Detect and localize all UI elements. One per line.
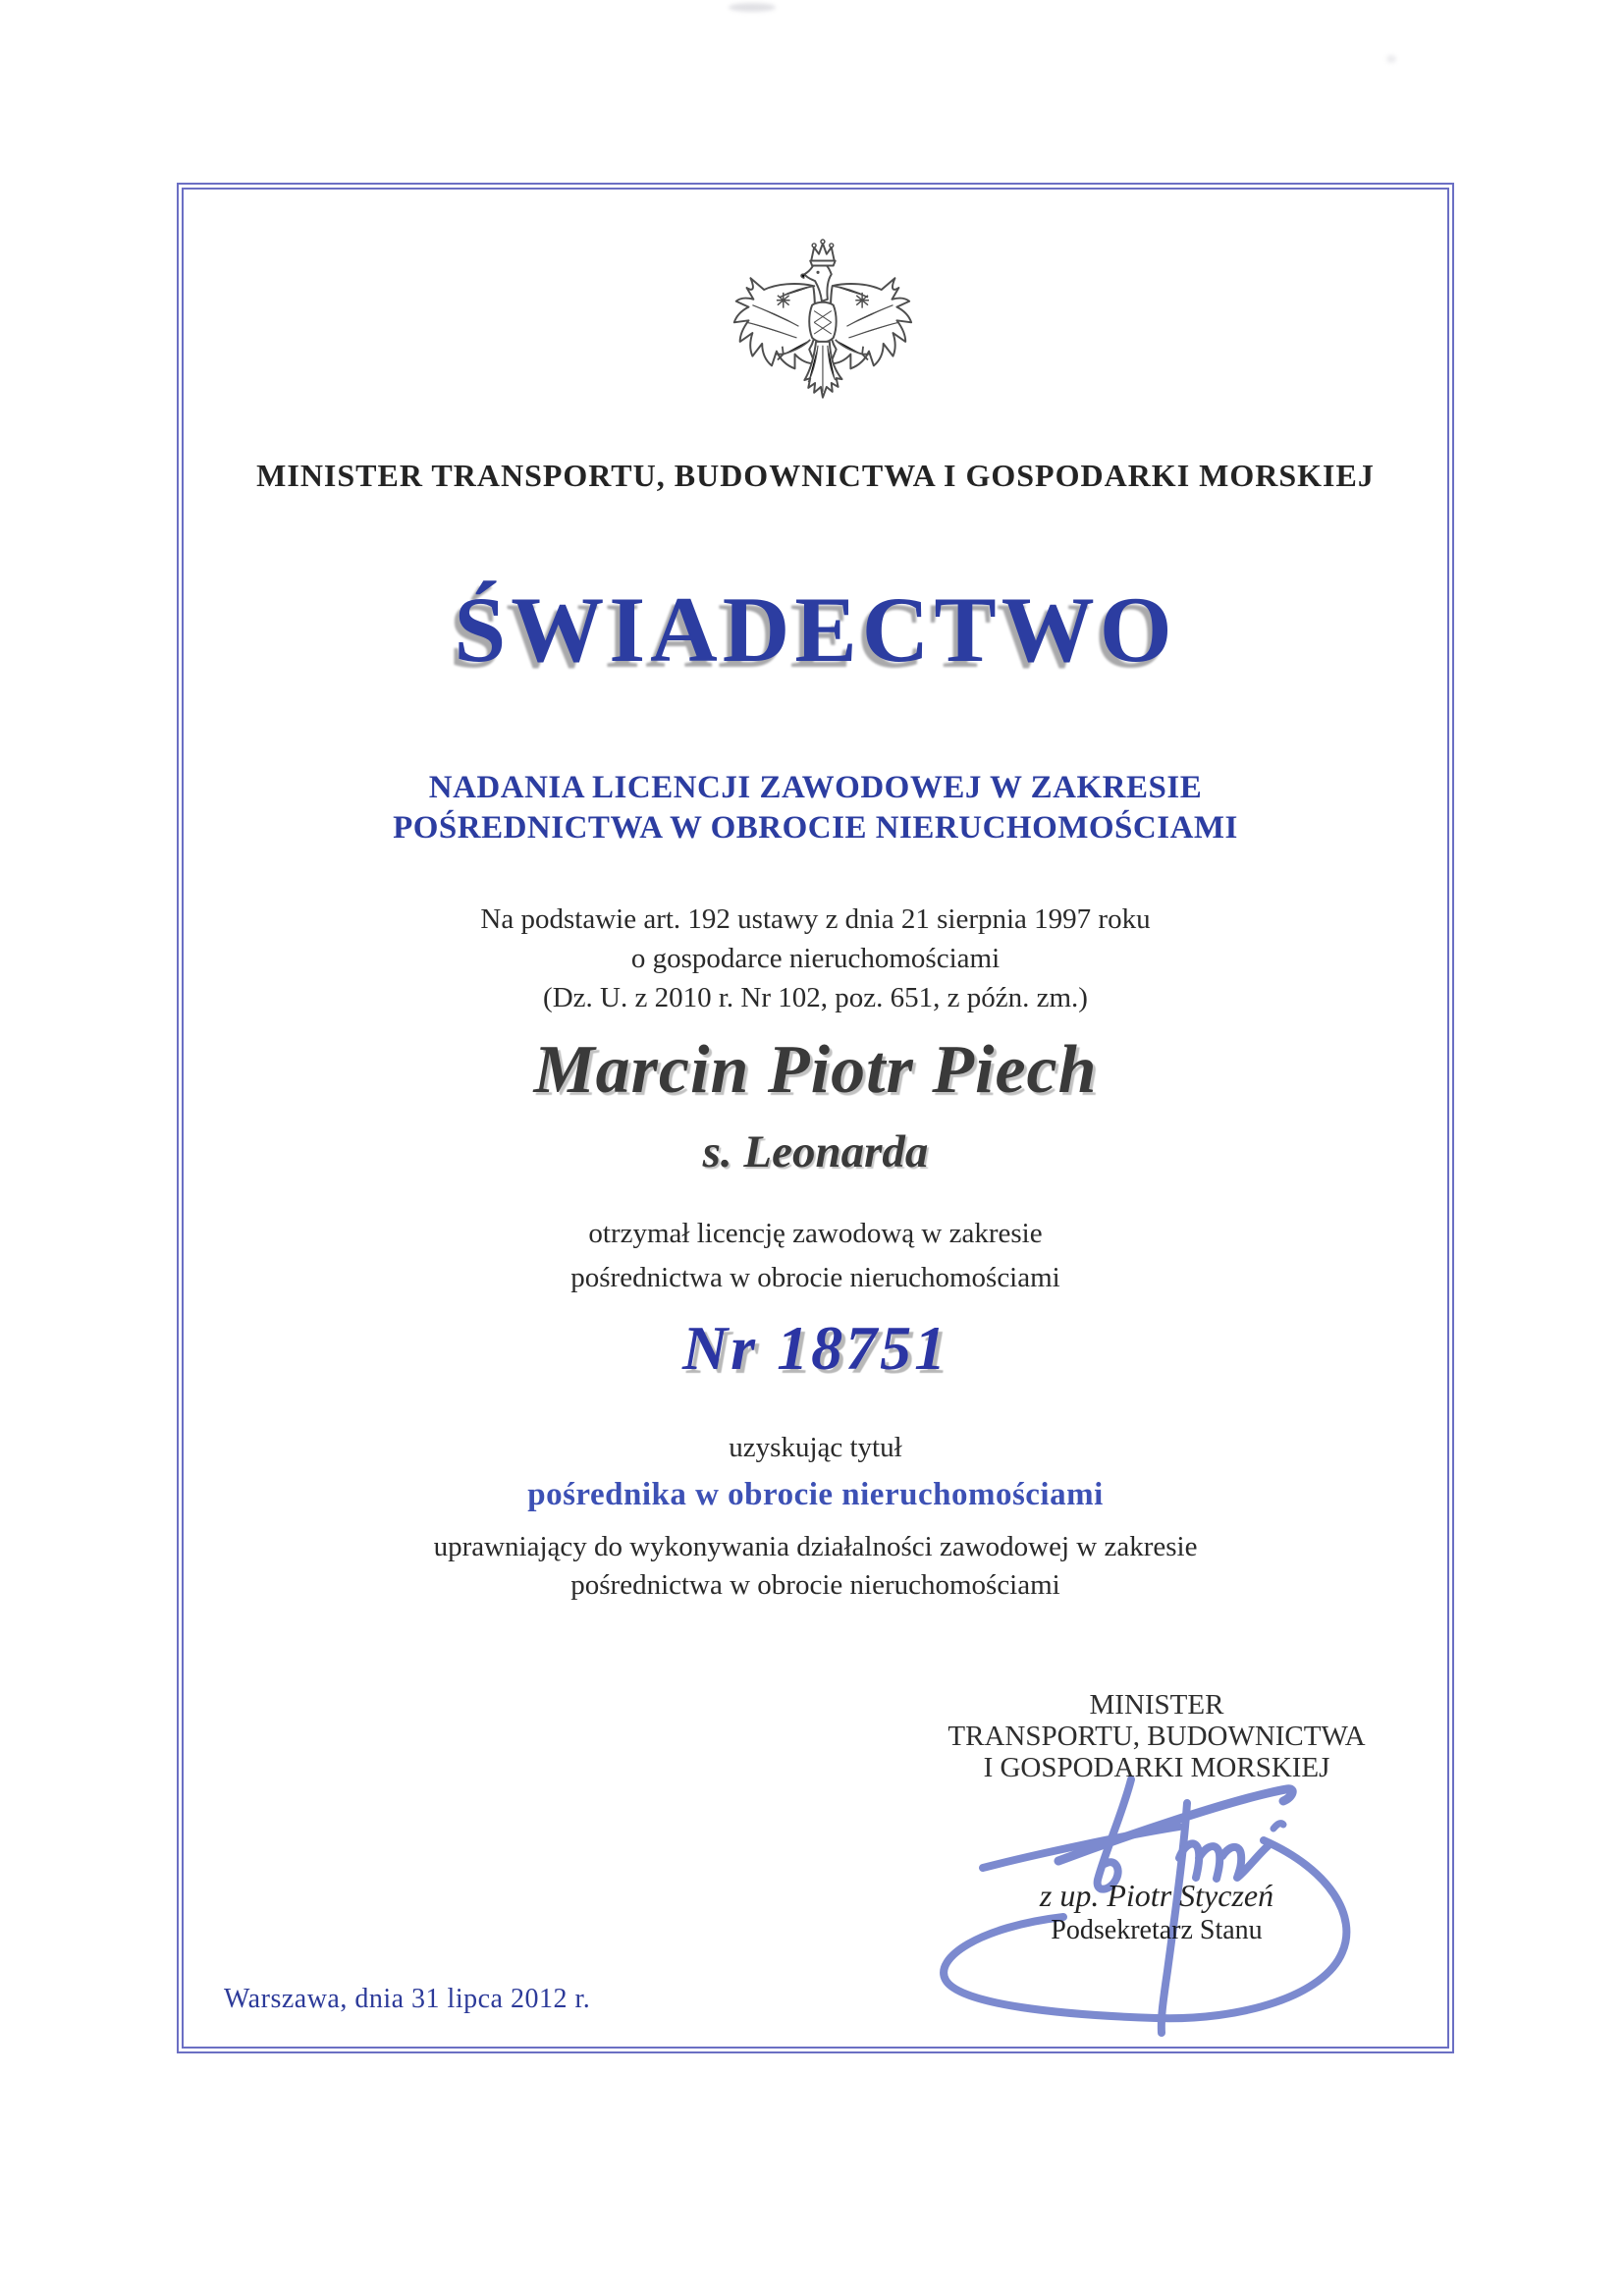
certificate-subtitle bbox=[177, 768, 1454, 848]
subtitle-line-1: NADANIA LICENCJI ZAWODOWEJ W ZAKRESIE bbox=[428, 770, 1203, 805]
legal-basis-line-3: (Dz. U. z 2010 r. Nr 102, poz. 651, z późn. zm.) bbox=[543, 982, 1088, 1013]
office-line-3: I GOSPODARKI MORSKIEJ bbox=[983, 1752, 1330, 1783]
grant-line-2: pośrednictwa w obrocie nieruchomościami bbox=[570, 1262, 1060, 1293]
polish-eagle-emblem bbox=[724, 236, 916, 437]
legal-basis-line-1: Na podstawie art. 192 ustawy z dnia 21 sierpnia 1997 roku bbox=[480, 903, 1151, 935]
legal-basis-line-2: o gospodarce nieruchomościami bbox=[630, 943, 1001, 974]
grant-statement bbox=[177, 1212, 1454, 1300]
title-grant-intro: uzyskując tytuł bbox=[729, 1432, 902, 1463]
entitlement-statement bbox=[177, 1528, 1454, 1605]
recipient-filiation: s. Leonarda bbox=[702, 1126, 929, 1177]
office-line-2: TRANSPORTU, BUDOWNICTWA bbox=[947, 1721, 1366, 1752]
license-number: Nr 18751 bbox=[681, 1313, 949, 1383]
issuer-header: MINISTER TRANSPORTU, BUDOWNICTWA I GOSPODARKI MORSKIEJ bbox=[256, 458, 1375, 493]
recipient-name: Marcin Piotr Piech bbox=[533, 1032, 1098, 1108]
entitlement-line-1: uprawniający do wykonywania działalności zawodowej w zakresie bbox=[433, 1531, 1198, 1562]
office-line-1: MINISTER bbox=[1089, 1689, 1224, 1721]
entitlement-line-2: pośrednictwa w obrocie nieruchomościami bbox=[570, 1569, 1060, 1601]
signed-by: z up. Piotr Styczeń bbox=[1039, 1878, 1274, 1913]
scan-smudge bbox=[729, 3, 776, 12]
subtitle-line-2: POŚREDNICTWA W OBROCIE NIERUCHOMOŚCIAMI bbox=[393, 810, 1238, 846]
legal-basis bbox=[177, 900, 1454, 1017]
certificate-title: ŚWIADECTWO bbox=[454, 577, 1177, 682]
signer-title: Podsekretarz Stanu bbox=[1051, 1915, 1263, 1945]
grant-line-1: otrzymał licencję zawodową w zakresie bbox=[588, 1218, 1043, 1249]
place-and-date: Warszawa, dnia 31 lipca 2012 r. bbox=[224, 1984, 591, 2014]
scan-smudge bbox=[1386, 55, 1396, 63]
professional-title: pośrednika w obrocie nieruchomościami bbox=[527, 1477, 1104, 1512]
signature-ink bbox=[918, 1760, 1404, 2066]
